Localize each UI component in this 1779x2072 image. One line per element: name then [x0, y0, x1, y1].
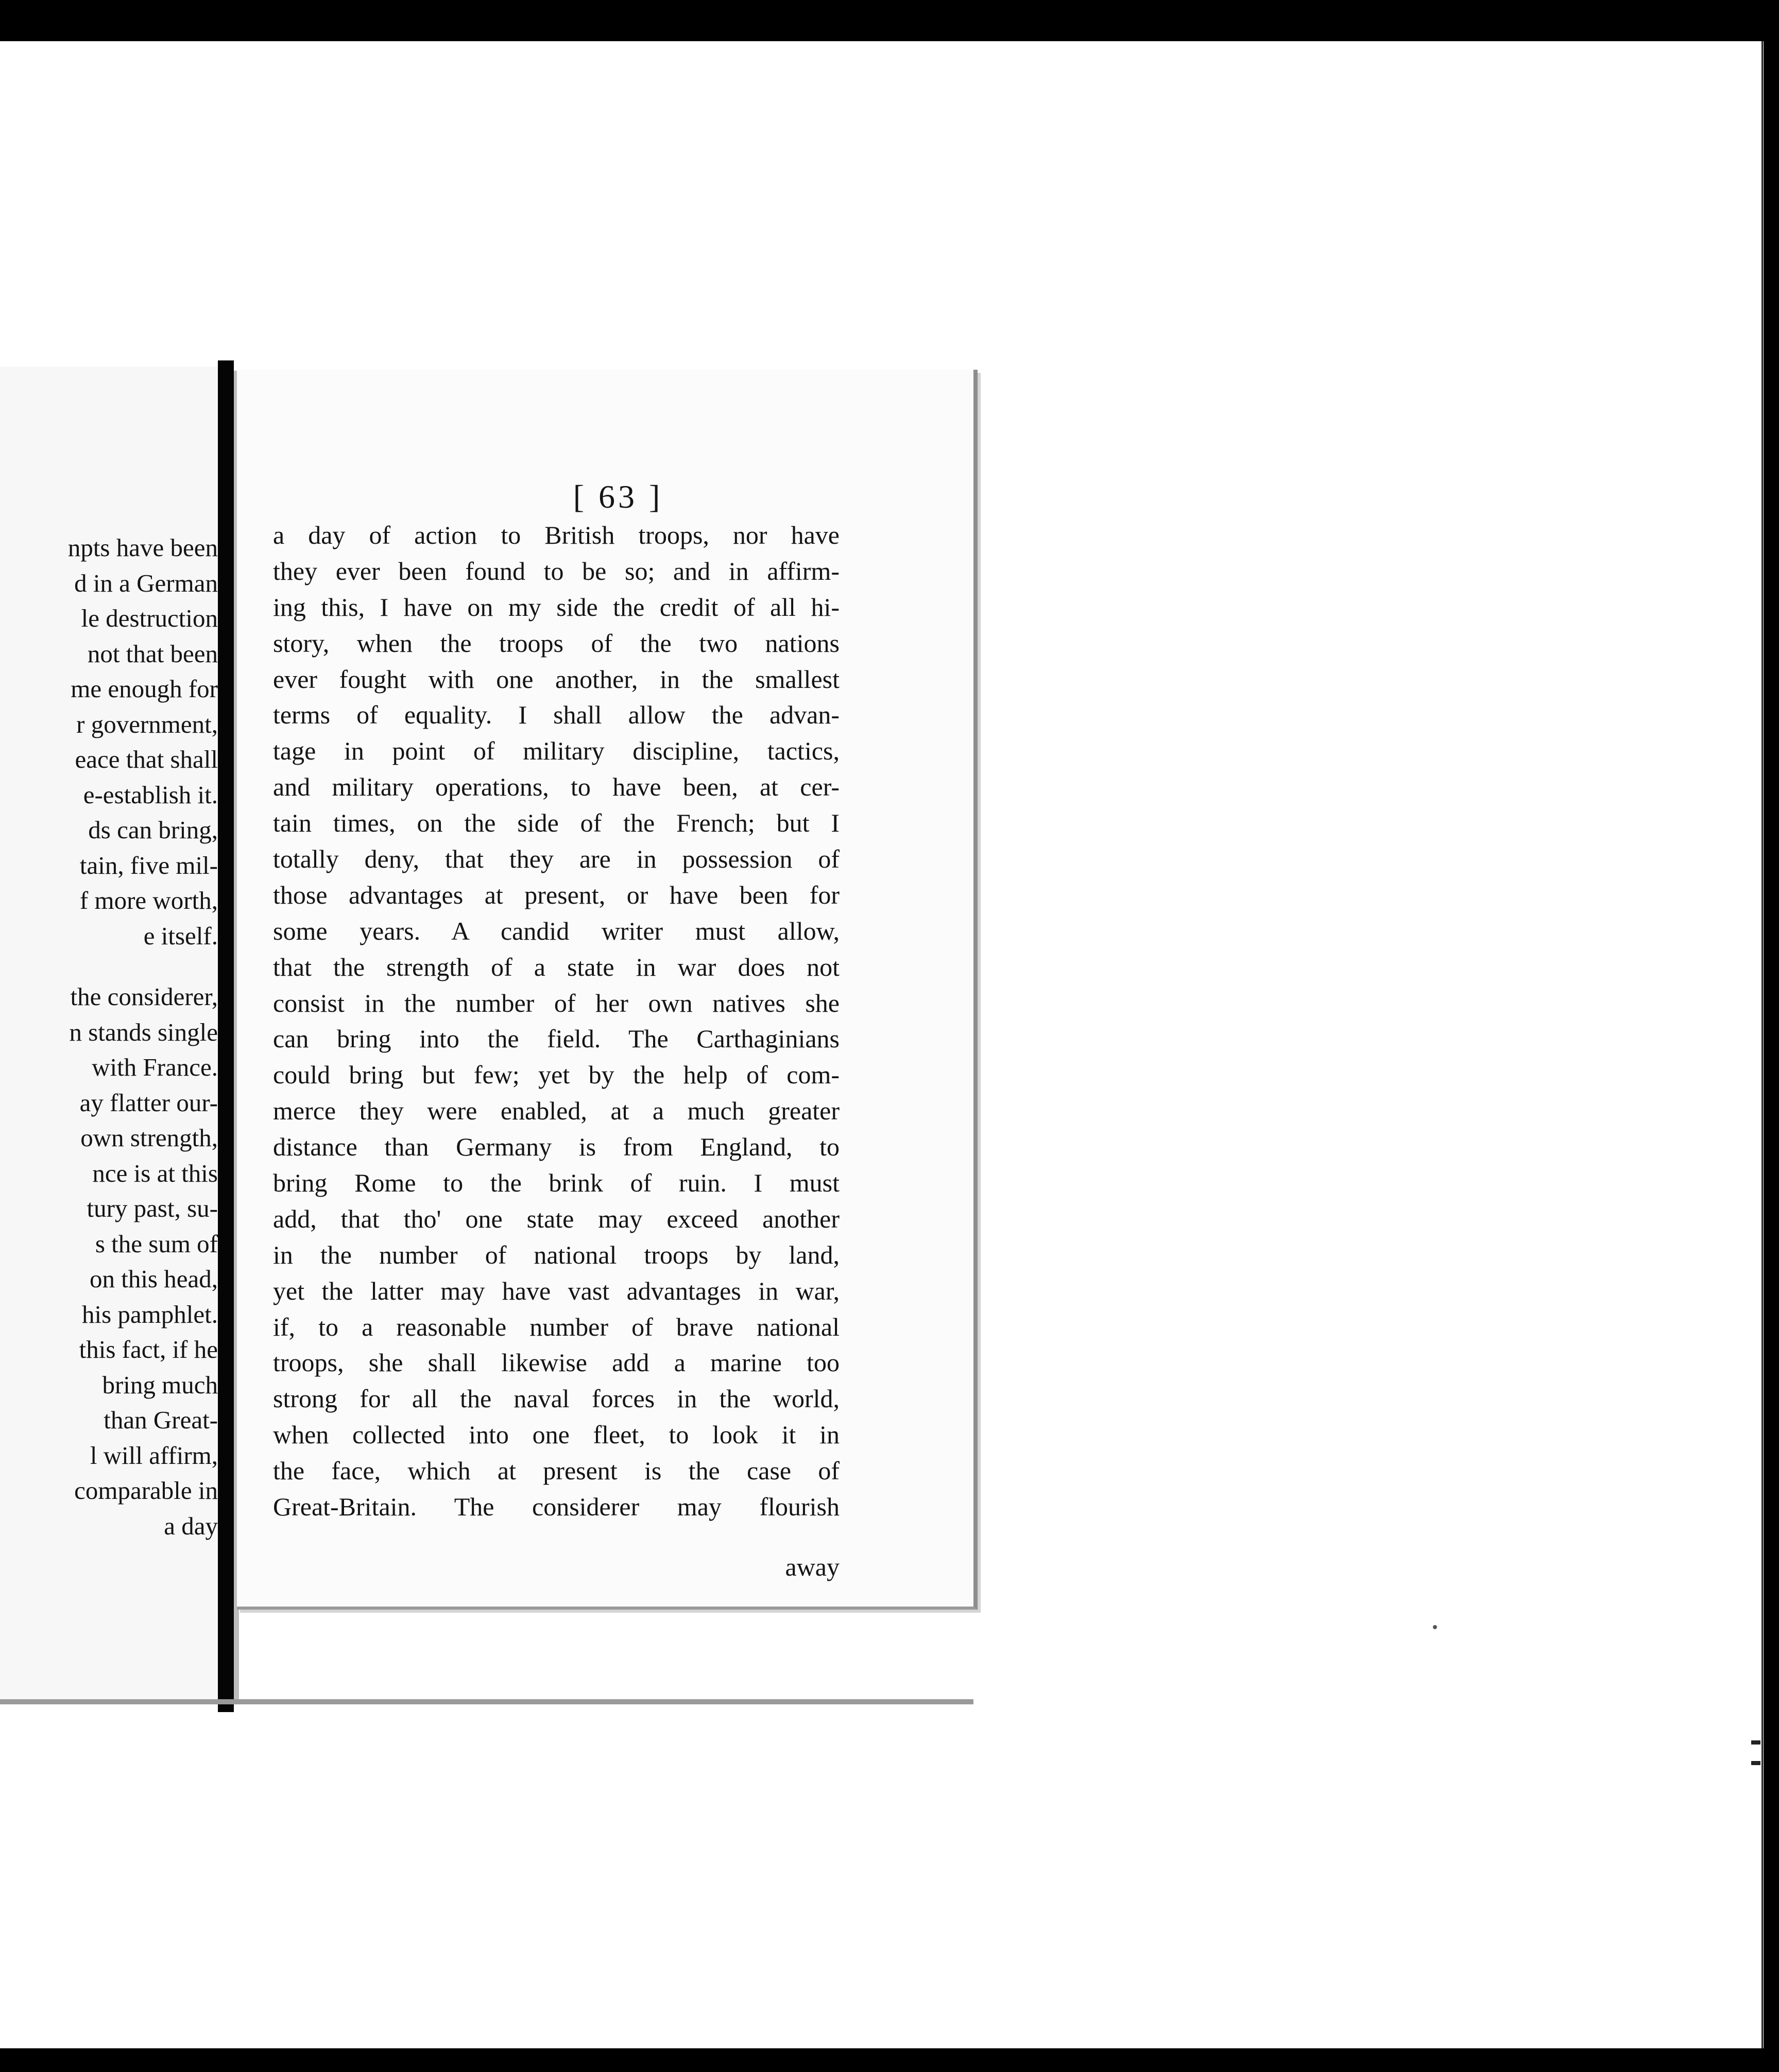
- text-line: if, to a reasonable number of brave national: [273, 1312, 840, 1341]
- text-line: on this head,: [89, 1265, 218, 1293]
- text-line: nce is at this: [92, 1159, 218, 1187]
- text-line: those advantages at present, or have been for: [273, 880, 840, 909]
- text-line: they ever been found to be so; and in affirm-: [273, 556, 840, 585]
- text-line: his pamphlet.: [81, 1300, 218, 1328]
- text-line: troops, she shall likewise add a marine too: [273, 1348, 840, 1377]
- text-line: with France.: [92, 1053, 218, 1081]
- text-line: me enough for: [71, 675, 218, 703]
- text-line: own strength,: [80, 1124, 218, 1152]
- page-number: [ 63 ]: [573, 478, 663, 515]
- text-line: eace that shall: [75, 745, 218, 773]
- text-line: yet the latter may have vast advantages in war,: [273, 1276, 840, 1305]
- text-line: consist in the number of her own natives she: [273, 988, 840, 1017]
- text-line: tage in point of military discipline, tactics,: [273, 736, 840, 766]
- text-line: bring Rome to the brink of ruin. I must: [273, 1168, 840, 1198]
- text-line: tain times, on the side of the French; but I: [273, 808, 840, 838]
- text-line: Great-Britain. The considerer may flourish: [273, 1492, 840, 1522]
- text-line: a day of action to British troops, nor have: [273, 521, 840, 549]
- catchword: away: [785, 1552, 840, 1581]
- text-line: terms of equality. I shall allow the advan-: [273, 700, 840, 730]
- text-line: when collected into one fleet, to look it in: [273, 1420, 840, 1449]
- left-page-text: [0, 530, 218, 1544]
- text-line: ds can bring,: [88, 816, 218, 844]
- text-line: strong for all the naval forces in the world,: [273, 1384, 840, 1413]
- right-page-text: [273, 517, 840, 1525]
- text-line: totally deny, that they are in possession of: [273, 844, 840, 874]
- dust-speck: [1433, 1625, 1437, 1629]
- text-line: d in a German: [74, 568, 218, 597]
- paragraph-gap: [0, 954, 218, 979]
- text-line: bring much: [102, 1370, 218, 1399]
- text-line: merce they were enabled, at a much greater: [273, 1096, 840, 1126]
- book-gutter: [218, 360, 234, 1712]
- microfilm-border-top: [0, 0, 1779, 41]
- text-line: distance than Germany is from England, to: [273, 1132, 840, 1162]
- text-line: can bring into the field. The Carthaginians: [273, 1024, 840, 1054]
- text-line: e itself.: [143, 921, 218, 950]
- text-line: ay flatter our-: [79, 1088, 218, 1117]
- text-line: in the number of national troops by land,: [273, 1240, 840, 1269]
- text-line: not that been: [87, 639, 218, 668]
- text-line: this fact, if he: [79, 1335, 218, 1363]
- left-page: [0, 367, 221, 1701]
- text-line: s the sum of: [95, 1229, 218, 1258]
- text-line: e-establish it.: [83, 780, 218, 809]
- page-bottom-edge: [0, 1699, 973, 1704]
- text-line: tury past, su-: [87, 1194, 218, 1222]
- text-line: ever fought with one another, in the smallest: [273, 664, 840, 694]
- text-line: the face, which at present is the case of: [273, 1456, 840, 1486]
- text-line: le destruction: [81, 604, 218, 632]
- text-line: some years. A candid writer must allow,: [273, 916, 840, 945]
- text-line: a day: [164, 1511, 218, 1540]
- text-line: could bring but few; yet by the help of com-: [273, 1060, 840, 1090]
- text-line: story, when the troops of the two nations: [273, 628, 840, 658]
- text-line: the considerer,: [70, 982, 218, 1011]
- text-line: that the strength of a state in war does not: [273, 952, 840, 981]
- text-line: comparable in: [74, 1476, 218, 1505]
- text-line: r government,: [76, 710, 218, 738]
- text-line: and military operations, to have been, at cer-: [273, 772, 840, 802]
- microfilm-border-right: [1764, 0, 1779, 2072]
- edge-mark: [1751, 1740, 1760, 1745]
- microfilm-border-bottom: [0, 2048, 1779, 2072]
- text-line: ing this, I have on my side the credit of all hi-: [273, 592, 840, 621]
- text-line: n stands single: [69, 1017, 218, 1046]
- edge-mark: [1751, 1761, 1760, 1765]
- text-line: add, that tho' one state may exceed another: [273, 1204, 840, 1233]
- text-line: f more worth,: [79, 886, 218, 914]
- text-line: npts have been: [67, 533, 218, 562]
- right-page: [237, 370, 978, 1610]
- text-line: than Great-: [104, 1406, 218, 1434]
- text-line: l will affirm,: [90, 1441, 218, 1470]
- text-line: tain, five mil-: [79, 851, 218, 879]
